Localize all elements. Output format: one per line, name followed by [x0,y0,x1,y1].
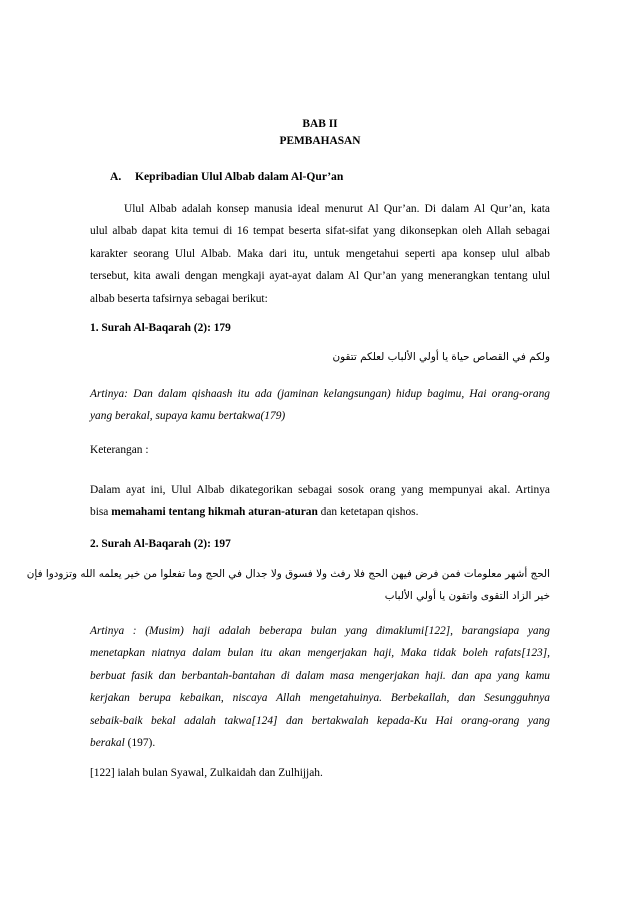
translation-line: Artinya: Dan dalam qishaash itu ada (jaminan kelangsungan) hidup bagimu, Hai orang-orang [90,388,550,400]
section-a-title: Kepribadian Ulul Albab dalam Al-Qur’an [135,170,344,183]
note-line: Dalam ayat ini, Ulul Albab dikategorikan sebagai sosok orang yang mempunyai akal. Artinya [90,484,550,496]
note-bold-text: memahami tentang hikmah aturan-aturan [111,506,318,519]
note-line [90,501,550,523]
translation-line: Artinya : (Musim) haji adalah beberapa bulan yang dimaklumi[122], barangsiapa yang [90,625,550,637]
translation-line: yang berakal, supaya kamu bertakwa(179) [90,410,286,423]
surah1-heading: 1. Surah Al-Baqarah (2): 179 [90,322,231,334]
section-a-heading [90,170,343,183]
surah2-translation [90,620,550,754]
note-text: bisa [90,506,112,519]
intro-line: karakter seorang Ulul Albab. Maka dari itu, untuk mengetahui seperti apa konsep ulul albab [90,247,550,260]
translation-italic-text: berakal [90,737,125,750]
footnote-122: [122] ialah bulan Syawal, Zulkaidah dan Zulhijjah. [90,767,323,779]
intro-line: albab beserta tafsirnya sebagai berikut: [90,292,268,305]
section-a-letter: A. [110,170,122,183]
arabic-line: الحج أشهر معلومات فمن فرض فيهن الحج فلا رفث ولا فسوق ولا جدال في الحج وما تفعلوا من خير يعلمه الله وتزودوا فإن [26,568,550,580]
intro-line: Ulul Albab adalah konsep manusia ideal menurut Al Qur’an. Di dalam Al Qur’an, kata [124,203,550,215]
keterangan-label: Keterangan : [90,444,149,456]
translation-line: sebaik-baik bekal adalah takwa[124] dan bertakwalah kepada-Ku Hai orang-orang yang [90,714,550,727]
translation-line: berbuat fasik dan berbantah-bantahan di dalam masa mengerjakan haji. dan apa yang kamu [90,669,550,682]
chapter-number: BAB II [302,118,338,130]
intro-line: ulul albab dapat kita temui di 16 tempat beserta sifat-sifat yang dikonsepkan oleh Allah sebagai [90,225,550,238]
chapter-title: PEMBAHASAN [279,135,361,147]
surah2-heading: 2. Surah Al-Baqarah (2): 197 [90,538,231,550]
surah2-arabic [26,563,550,608]
surah1-arabic: ولكم في القصاص حياة يا أولي الألباب لعلكم تتقون [332,351,550,363]
translation-normal-text: (197). [124,737,156,750]
translation-line: kerjakan berupa kebaikan, niscaya Allah mengetahuinya. Berbekallah, dan Sesungguhnya [90,692,550,705]
surah1-translation [90,383,550,428]
arabic-line: خير الزاد التقوى واتقون يا أولي الألباب [384,590,550,603]
intro-paragraph [90,198,550,310]
translation-line: menetapkan niatnya dalam bulan itu akan mengerjakan haji, Maka tidak boleh rafats[123], [90,647,550,660]
translation-line [90,732,550,754]
note-text: dan ketetapan qishos. [317,506,419,519]
intro-line: tersebut, kita awali dengan mengkaji ayat-ayat dalam Al Qur’an yang menerangkan tentang ulul [90,270,550,283]
surah1-note [90,479,550,524]
